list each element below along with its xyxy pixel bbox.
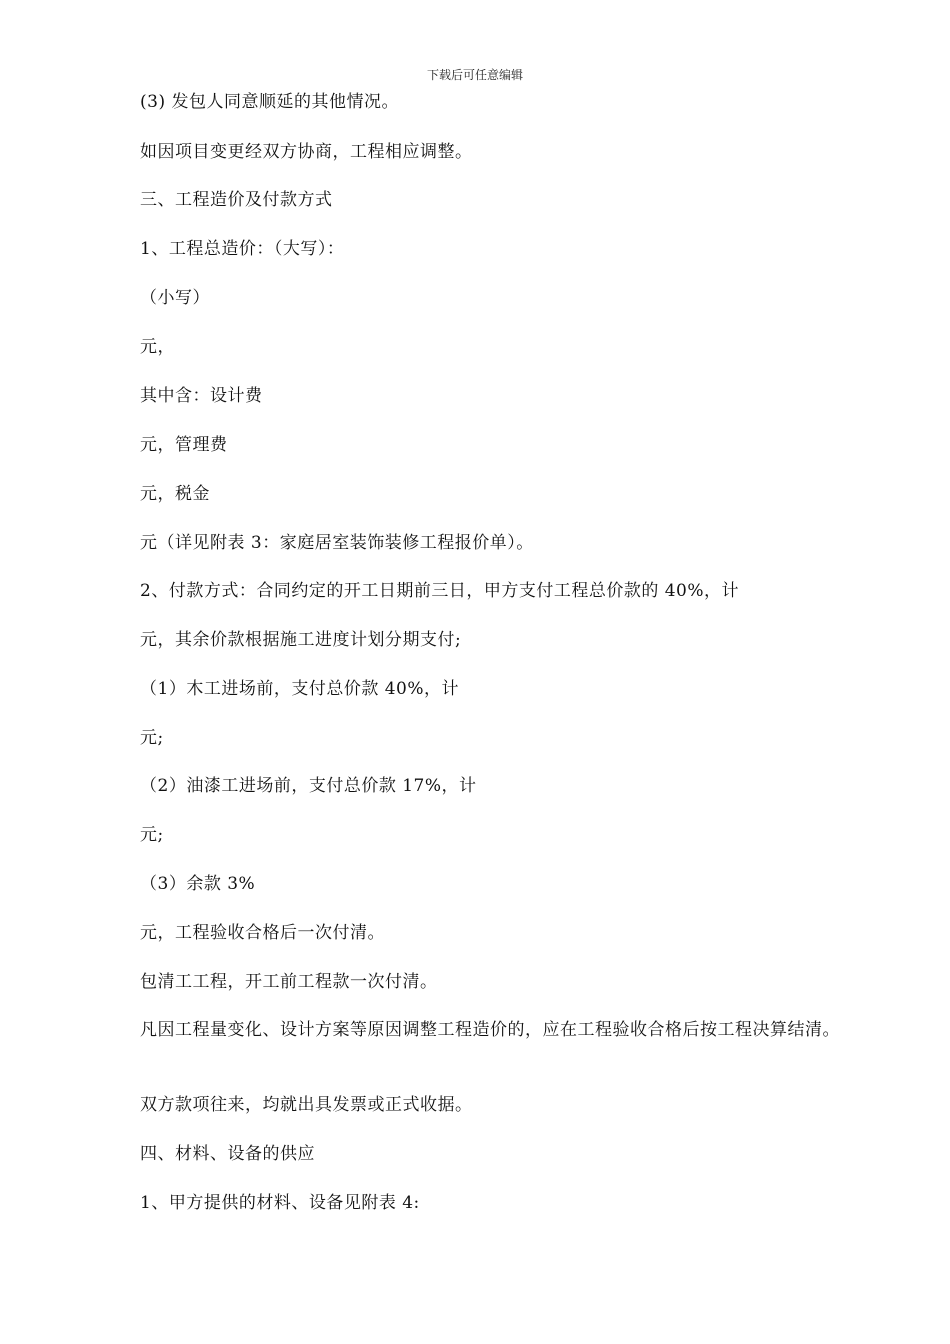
text-line: 如因项目变更经双方协商，工程相应调整。 [140,142,473,162]
text-line: 元，工程验收合格后一次付清。 [140,923,385,943]
text-line: 其中含：设计费 [140,386,263,406]
text-line: (3) 发包人同意顺延的其他情况。 [140,92,399,112]
text-line: 1、甲方提供的材料、设备见附表 4: [140,1193,420,1213]
text-line: 1、工程总造价：（大写）： [140,239,345,259]
text-line: 元， [140,337,175,357]
text-line: 双方款项往来，均就出具发票或正式收据。 [140,1095,473,1115]
text-line: （3）余款 3% [140,874,256,894]
text-line: 元（详见附表 3：家庭居室装饰装修工程报价单）。 [140,533,534,553]
text-line: 元，税金 [140,484,210,504]
text-line: （小写） [140,288,210,308]
wrapped-paragraph: 凡因工程量变化、设计方案等原因调整工程造价的，应在工程验收合格后按工程决算结清。 [140,1020,840,1040]
text-line: （1）木工进场前，支付总价款 40%，计 [140,679,460,699]
text-line: 元; [140,825,164,845]
text-line: （2）油漆工进场前，支付总价款 17%，计 [140,776,477,796]
section-heading: 四、材料、设备的供应 [140,1144,315,1164]
text-line: 元，管理费 [140,435,228,455]
text-line: 元; [140,728,164,748]
text-line: 元，其余价款根据施工进度计划分期支付; [140,630,462,650]
page-header: 下载后可任意编辑 [426,68,523,82]
section-heading: 三、工程造价及付款方式 [140,190,333,210]
text-line: 2、付款方式：合同约定的开工日期前三日，甲方支付工程总价款的 40%，计 [140,581,740,601]
text-line: 包清工工程，开工前工程款一次付清。 [140,972,438,992]
